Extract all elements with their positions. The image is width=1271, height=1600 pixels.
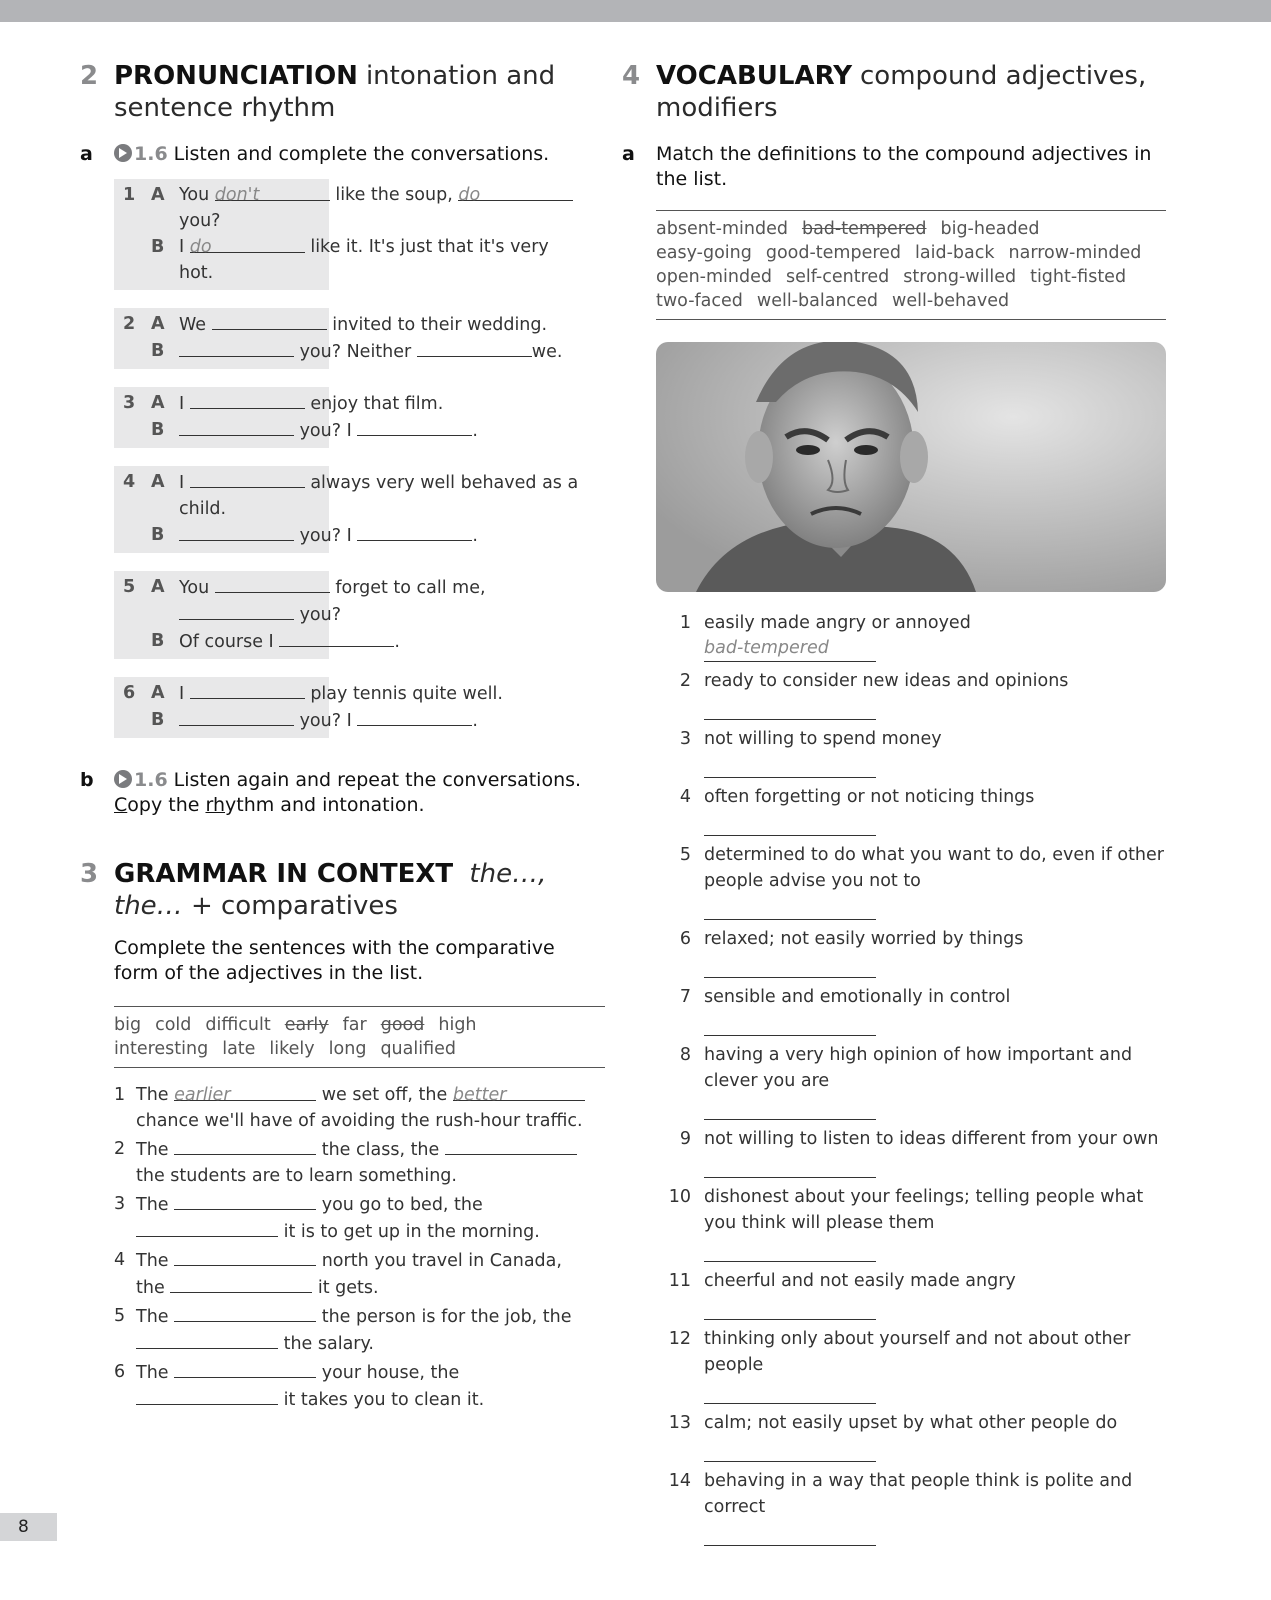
definition-text bbox=[647, 926, 1167, 952]
answer-blank[interactable]: do bbox=[190, 234, 305, 253]
definition-item bbox=[647, 1042, 1167, 1120]
answer-blank[interactable] bbox=[190, 469, 305, 488]
pronunciation-heading bbox=[80, 60, 605, 124]
word-list-row bbox=[656, 241, 1166, 265]
definition-text bbox=[647, 1184, 1167, 1236]
answer-blank[interactable] bbox=[174, 1191, 316, 1210]
line-text: We bbox=[179, 315, 207, 335]
conversation-lines bbox=[114, 677, 584, 738]
answer-blank[interactable] bbox=[190, 680, 305, 699]
word-list-row bbox=[114, 1013, 605, 1037]
grammar-sentences bbox=[114, 1082, 605, 1413]
word-item: qualified bbox=[380, 1039, 456, 1059]
answer-blank[interactable] bbox=[704, 1094, 876, 1120]
word-item: laid-back bbox=[915, 243, 995, 263]
conversation-line bbox=[114, 417, 584, 444]
item-number: 5 bbox=[123, 577, 136, 597]
item-number: 6 bbox=[123, 683, 136, 703]
grammar-sentence bbox=[114, 1082, 605, 1134]
sentence-text: you go to bed, the bbox=[321, 1195, 483, 1215]
item-number: 5 bbox=[679, 845, 691, 865]
definition-text bbox=[647, 610, 1167, 636]
section-subtitle-italic: the… bbox=[114, 891, 183, 921]
answer-blank[interactable] bbox=[445, 1136, 577, 1155]
task-instruction: Complete the sentences with the comparative form of the adjectives in the list. bbox=[114, 937, 555, 984]
answer-blank[interactable] bbox=[704, 752, 876, 778]
definition-item bbox=[647, 726, 1167, 778]
word-item: tight-fisted bbox=[1030, 267, 1127, 287]
section-subtitle: intonation and sentence rhythm bbox=[114, 61, 556, 123]
answer-blank[interactable]: don't bbox=[215, 182, 330, 201]
line-text: child. bbox=[179, 499, 227, 519]
task-letter: a bbox=[80, 143, 93, 165]
sentence-text: the person is for the job, the bbox=[321, 1307, 572, 1327]
task-instruction: Listen again and repeat the conversations. bbox=[173, 769, 582, 791]
conversation-lines bbox=[114, 179, 584, 290]
section-number: 4 bbox=[622, 61, 641, 91]
conversation-lines bbox=[114, 387, 584, 448]
answer-blank[interactable] bbox=[704, 1236, 876, 1262]
word-item: interesting bbox=[114, 1039, 209, 1059]
definition-text bbox=[647, 1268, 1167, 1294]
item-number: 1 bbox=[114, 1085, 126, 1105]
task-instruction-part: ythm and intonation. bbox=[225, 794, 425, 816]
sentence-text: The bbox=[136, 1307, 169, 1327]
answer-blank[interactable] bbox=[417, 338, 532, 357]
section-keyword: PRONUNCIATION bbox=[114, 61, 358, 91]
answer-blank[interactable] bbox=[174, 1303, 316, 1322]
answer-blank[interactable] bbox=[215, 574, 330, 593]
conversation-line bbox=[114, 390, 584, 417]
item-number: 10 bbox=[668, 1187, 691, 1207]
word-item: difficult bbox=[205, 1015, 271, 1035]
conversation-line bbox=[114, 208, 584, 234]
item-number: 13 bbox=[668, 1413, 691, 1433]
audio-icon[interactable] bbox=[114, 144, 132, 162]
word-item: far bbox=[342, 1015, 367, 1035]
audio-icon[interactable] bbox=[114, 770, 132, 788]
conversation-box bbox=[114, 466, 579, 553]
item-number: 6 bbox=[114, 1362, 126, 1382]
definition-text bbox=[647, 784, 1167, 810]
answer-blank[interactable] bbox=[179, 417, 294, 436]
speaker-label: B bbox=[151, 341, 165, 361]
sentence-text: the class, the bbox=[321, 1140, 440, 1160]
answer-blank[interactable] bbox=[179, 522, 294, 541]
definition-body: having a very high opinion of how important and clever you are bbox=[704, 1045, 1133, 1091]
sentence-text: The bbox=[136, 1251, 169, 1271]
conversation-line bbox=[114, 234, 584, 286]
conversation-lines bbox=[114, 466, 584, 553]
word-list-row bbox=[656, 265, 1166, 289]
definition-item bbox=[647, 1468, 1167, 1546]
track-number: 1.6 bbox=[134, 769, 168, 791]
stress-mark: C bbox=[114, 794, 128, 816]
word-item: narrow-minded bbox=[1008, 243, 1142, 263]
answer-blank[interactable] bbox=[136, 1330, 278, 1349]
speaker-label: B bbox=[151, 525, 165, 545]
word-item: absent-minded bbox=[656, 219, 788, 239]
conversation-box bbox=[114, 308, 563, 369]
answer-blank[interactable] bbox=[704, 1010, 876, 1036]
speaker-label: B bbox=[151, 710, 165, 730]
definition-item bbox=[647, 842, 1167, 920]
word-item: strong-willed bbox=[903, 267, 1017, 287]
word-item: well-behaved bbox=[892, 291, 1010, 311]
item-number: 5 bbox=[114, 1306, 126, 1326]
right-column bbox=[622, 60, 1167, 1552]
definition-body: ready to consider new ideas and opinions bbox=[704, 671, 1069, 691]
conversation-lines bbox=[114, 571, 584, 659]
line-text: Of course I bbox=[179, 632, 274, 652]
answer-blank[interactable]: better bbox=[453, 1082, 585, 1101]
sentence-text: The bbox=[136, 1085, 169, 1105]
line-text: forget to call me, bbox=[335, 578, 486, 598]
item-number: 3 bbox=[679, 729, 691, 749]
conversation-line bbox=[114, 496, 584, 522]
speaker-label: A bbox=[151, 185, 165, 205]
grammar-sentence bbox=[114, 1191, 605, 1245]
sentence-text: the salary. bbox=[283, 1334, 374, 1354]
answer-blank[interactable]: bad-tempered bbox=[704, 636, 876, 662]
item-number: 1 bbox=[679, 613, 691, 633]
line-text: you? bbox=[299, 605, 342, 625]
answer-blank[interactable] bbox=[704, 1436, 876, 1462]
answer-blank[interactable]: do bbox=[458, 182, 573, 201]
task-instruction: Listen and complete the conversations. bbox=[173, 143, 550, 165]
conversation-box bbox=[114, 571, 486, 659]
conversation-line bbox=[114, 311, 584, 338]
definition-text bbox=[647, 1468, 1167, 1520]
sentence-text: it takes you to clean it. bbox=[283, 1390, 485, 1410]
definition-item bbox=[647, 1184, 1167, 1262]
definition-body: easily made angry or annoyed bbox=[704, 613, 971, 633]
conversation-line bbox=[114, 182, 584, 208]
definition-item bbox=[647, 1326, 1167, 1404]
item-number: 8 bbox=[679, 1045, 691, 1065]
sentence-text: your house, the bbox=[321, 1363, 460, 1383]
grammar-sentence bbox=[114, 1136, 605, 1189]
item-number: 2 bbox=[123, 314, 136, 334]
angry-boy-photo bbox=[656, 342, 1166, 592]
definition-body: thinking only about yourself and not about other people bbox=[704, 1329, 1131, 1375]
line-text: I bbox=[179, 684, 185, 704]
word-item: big-headed bbox=[940, 219, 1040, 239]
task-b-pronunciation bbox=[80, 768, 605, 818]
answer-blank[interactable]: earlier bbox=[174, 1082, 316, 1101]
grammar-sentence bbox=[114, 1359, 605, 1413]
definition-item bbox=[647, 1410, 1167, 1462]
answer-blank[interactable] bbox=[704, 1520, 876, 1546]
sentence-text: it gets. bbox=[317, 1278, 379, 1298]
answer-blank[interactable] bbox=[704, 1378, 876, 1404]
definition-body: determined to do what you want to do, even if other people advise you not to bbox=[704, 845, 1164, 891]
answer-blank[interactable] bbox=[174, 1136, 316, 1155]
definition-text bbox=[647, 726, 1167, 752]
conversation-line bbox=[114, 628, 584, 655]
speaker-label: A bbox=[151, 683, 165, 703]
definition-body: dishonest about your feelings; telling people what you think will please them bbox=[704, 1187, 1144, 1233]
definition-item bbox=[647, 610, 1167, 662]
item-number: 2 bbox=[679, 671, 691, 691]
answer-blank[interactable] bbox=[357, 522, 472, 541]
grammar-sentence bbox=[114, 1247, 605, 1301]
task-letter: a bbox=[622, 143, 635, 165]
word-item: likely bbox=[269, 1039, 315, 1059]
answer-blank[interactable] bbox=[212, 311, 327, 330]
section-keyword: GRAMMAR IN CONTEXT bbox=[114, 859, 454, 889]
left-column bbox=[80, 60, 605, 1413]
item-number: 4 bbox=[679, 787, 691, 807]
section-number: 3 bbox=[80, 859, 99, 889]
line-text: . bbox=[472, 421, 478, 441]
definition-item bbox=[647, 1126, 1167, 1178]
item-number: 4 bbox=[123, 472, 136, 492]
answer-blank[interactable] bbox=[174, 1247, 316, 1266]
speaker-label: A bbox=[151, 472, 165, 492]
line-text: You bbox=[179, 578, 210, 598]
answer-blank[interactable] bbox=[357, 417, 472, 436]
word-item: long bbox=[328, 1039, 367, 1059]
answer-blank[interactable] bbox=[704, 894, 876, 920]
section-subtitle: compound adjectives, modifiers bbox=[656, 61, 1147, 123]
definition-text bbox=[647, 1410, 1167, 1436]
item-number: 6 bbox=[679, 929, 691, 949]
word-list-row bbox=[656, 217, 1166, 241]
sentence-text: chance we'll have of avoiding the rush-hour traffic. bbox=[136, 1111, 583, 1131]
word-item: bad-tempered bbox=[801, 219, 927, 239]
sentence-text: the students are to learn something. bbox=[136, 1166, 457, 1186]
word-item: two-faced bbox=[656, 291, 743, 311]
conversation-line bbox=[114, 574, 584, 601]
definition-text bbox=[647, 1042, 1167, 1094]
conversation-lines bbox=[114, 308, 584, 369]
grammar-heading bbox=[80, 858, 605, 922]
word-item: open-minded bbox=[656, 267, 772, 287]
definition-text bbox=[647, 842, 1167, 894]
word-item: high bbox=[438, 1015, 477, 1035]
definition-body: sensible and emotionally in control bbox=[704, 987, 1011, 1007]
definition-body: not willing to listen to ideas different from your own bbox=[704, 1129, 1159, 1149]
definition-text bbox=[647, 1126, 1167, 1152]
speaker-label: B bbox=[151, 420, 165, 440]
definition-item bbox=[647, 1268, 1167, 1320]
speaker-label: B bbox=[151, 237, 165, 257]
word-item: good-tempered bbox=[765, 243, 902, 263]
word-item: well-balanced bbox=[756, 291, 879, 311]
sentence-text: the bbox=[136, 1278, 165, 1298]
section-number: 2 bbox=[80, 61, 99, 91]
line-text: . bbox=[472, 526, 478, 546]
conversation-line bbox=[114, 522, 584, 549]
vocabulary-heading bbox=[622, 60, 1167, 124]
photo-illustration bbox=[656, 342, 1166, 592]
word-item: late bbox=[222, 1039, 256, 1059]
line-text: . bbox=[472, 711, 478, 731]
answer-blank[interactable] bbox=[179, 601, 294, 620]
answer-blank[interactable] bbox=[704, 810, 876, 836]
answer-blank[interactable] bbox=[179, 707, 294, 726]
vocabulary-word-list bbox=[656, 210, 1166, 320]
line-text: you? bbox=[179, 211, 221, 231]
answer-blank[interactable] bbox=[170, 1274, 312, 1293]
definition-body: often forgetting or not noticing things bbox=[704, 787, 1035, 807]
line-text: you? I bbox=[299, 526, 352, 546]
line-text: you? I bbox=[299, 421, 352, 441]
item-number: 9 bbox=[679, 1129, 691, 1149]
line-text: I bbox=[179, 237, 185, 257]
line-text: play tennis quite well. bbox=[310, 684, 503, 704]
line-text: enjoy that film. bbox=[310, 394, 444, 414]
definition-item bbox=[647, 784, 1167, 836]
line-text: you? Neither bbox=[299, 342, 412, 362]
section-subtitle: + comparatives bbox=[190, 891, 398, 921]
sentence-text: north you travel in Canada, bbox=[321, 1251, 562, 1271]
answer-blank[interactable] bbox=[704, 1152, 876, 1178]
speaker-label: A bbox=[151, 577, 165, 597]
page-number: 8 bbox=[0, 1513, 57, 1541]
speaker-label: A bbox=[151, 314, 165, 334]
stress-mark: rh bbox=[205, 794, 226, 816]
conversation-box bbox=[114, 677, 503, 738]
definition-body: relaxed; not easily worried by things bbox=[704, 929, 1024, 949]
conversation-box bbox=[114, 179, 549, 290]
line-text: like it. It's just that it's very hot. bbox=[179, 237, 549, 283]
item-number: 3 bbox=[123, 393, 136, 413]
word-list-row bbox=[114, 1037, 605, 1061]
conversation-line bbox=[114, 707, 584, 734]
definition-body: cheerful and not easily made angry bbox=[704, 1271, 1016, 1291]
task-a-vocabulary bbox=[622, 142, 1167, 192]
item-number: 1 bbox=[123, 185, 136, 205]
speaker-label: A bbox=[151, 393, 165, 413]
section-keyword: VOCABULARY bbox=[656, 61, 853, 91]
word-list-row bbox=[656, 289, 1166, 313]
track-number: 1.6 bbox=[134, 143, 168, 165]
definition-text bbox=[647, 668, 1167, 694]
definition-text bbox=[647, 984, 1167, 1010]
task-instruction-part: opy the bbox=[127, 794, 206, 816]
definition-body: not willing to spend money bbox=[704, 729, 942, 749]
speaker-label: B bbox=[151, 631, 165, 651]
item-number: 2 bbox=[114, 1139, 126, 1159]
conversation-box bbox=[114, 387, 478, 448]
sentence-text: The bbox=[136, 1140, 169, 1160]
sentence-text: The bbox=[136, 1195, 169, 1215]
word-item: easy-going bbox=[656, 243, 752, 263]
line-text: like the soup, bbox=[335, 185, 453, 205]
sentence-text: we set off, the bbox=[321, 1085, 448, 1105]
answer-blank[interactable] bbox=[704, 1294, 876, 1320]
definition-body: behaving in a way that people think is polite and correct bbox=[704, 1471, 1133, 1517]
definition-body: calm; not easily upset by what other people do bbox=[704, 1413, 1118, 1433]
definition-item bbox=[647, 668, 1167, 720]
answer-blank[interactable] bbox=[279, 628, 394, 647]
line-text: I bbox=[179, 473, 185, 493]
grammar-sentence bbox=[114, 1303, 605, 1357]
conversation-line bbox=[114, 338, 584, 365]
conversations bbox=[80, 179, 605, 738]
item-number: 3 bbox=[114, 1194, 126, 1214]
section-subtitle-italic: the…, bbox=[469, 859, 547, 889]
answer-blank[interactable] bbox=[136, 1218, 278, 1237]
conversation-line bbox=[114, 680, 584, 707]
grammar-word-list bbox=[114, 1006, 605, 1068]
definition-item bbox=[647, 926, 1167, 978]
line-text: invited to their wedding. bbox=[332, 315, 548, 335]
definition-item bbox=[647, 984, 1167, 1036]
item-number: 12 bbox=[668, 1329, 691, 1349]
line-text: we. bbox=[531, 342, 563, 362]
answer-blank[interactable] bbox=[136, 1386, 278, 1405]
word-item: cold bbox=[155, 1015, 192, 1035]
answer-blank[interactable] bbox=[357, 707, 472, 726]
item-number: 14 bbox=[668, 1471, 691, 1491]
sentence-text: The bbox=[136, 1363, 169, 1383]
task-letter: b bbox=[80, 769, 94, 791]
word-item: good bbox=[380, 1015, 425, 1035]
answer-blank[interactable] bbox=[174, 1359, 316, 1378]
line-text: you? I bbox=[299, 711, 352, 731]
item-number: 11 bbox=[668, 1271, 691, 1291]
top-bar bbox=[0, 0, 1271, 22]
sentence-text: it is to get up in the morning. bbox=[283, 1222, 540, 1242]
word-item: early bbox=[284, 1015, 329, 1035]
task-instruction: Match the definitions to the compound adjectives in the list. bbox=[656, 143, 1152, 190]
line-text: You bbox=[179, 185, 210, 205]
line-text: always very well behaved as a bbox=[310, 473, 579, 493]
answer-blank[interactable] bbox=[704, 694, 876, 720]
line-text: I bbox=[179, 394, 185, 414]
item-number: 7 bbox=[679, 987, 691, 1007]
conversation-line bbox=[114, 469, 584, 496]
word-item: self-centred bbox=[785, 267, 890, 287]
definition-text bbox=[647, 1326, 1167, 1378]
answer-blank[interactable] bbox=[704, 952, 876, 978]
definitions-list bbox=[647, 610, 1167, 1546]
line-text: . bbox=[394, 632, 400, 652]
task-a-pronunciation bbox=[80, 142, 605, 167]
answer-blank[interactable] bbox=[190, 390, 305, 409]
conversation-line bbox=[114, 601, 584, 628]
item-number: 4 bbox=[114, 1250, 126, 1270]
grammar-instruction bbox=[80, 936, 605, 986]
answer-blank[interactable] bbox=[179, 338, 294, 357]
word-item: big bbox=[114, 1015, 142, 1035]
